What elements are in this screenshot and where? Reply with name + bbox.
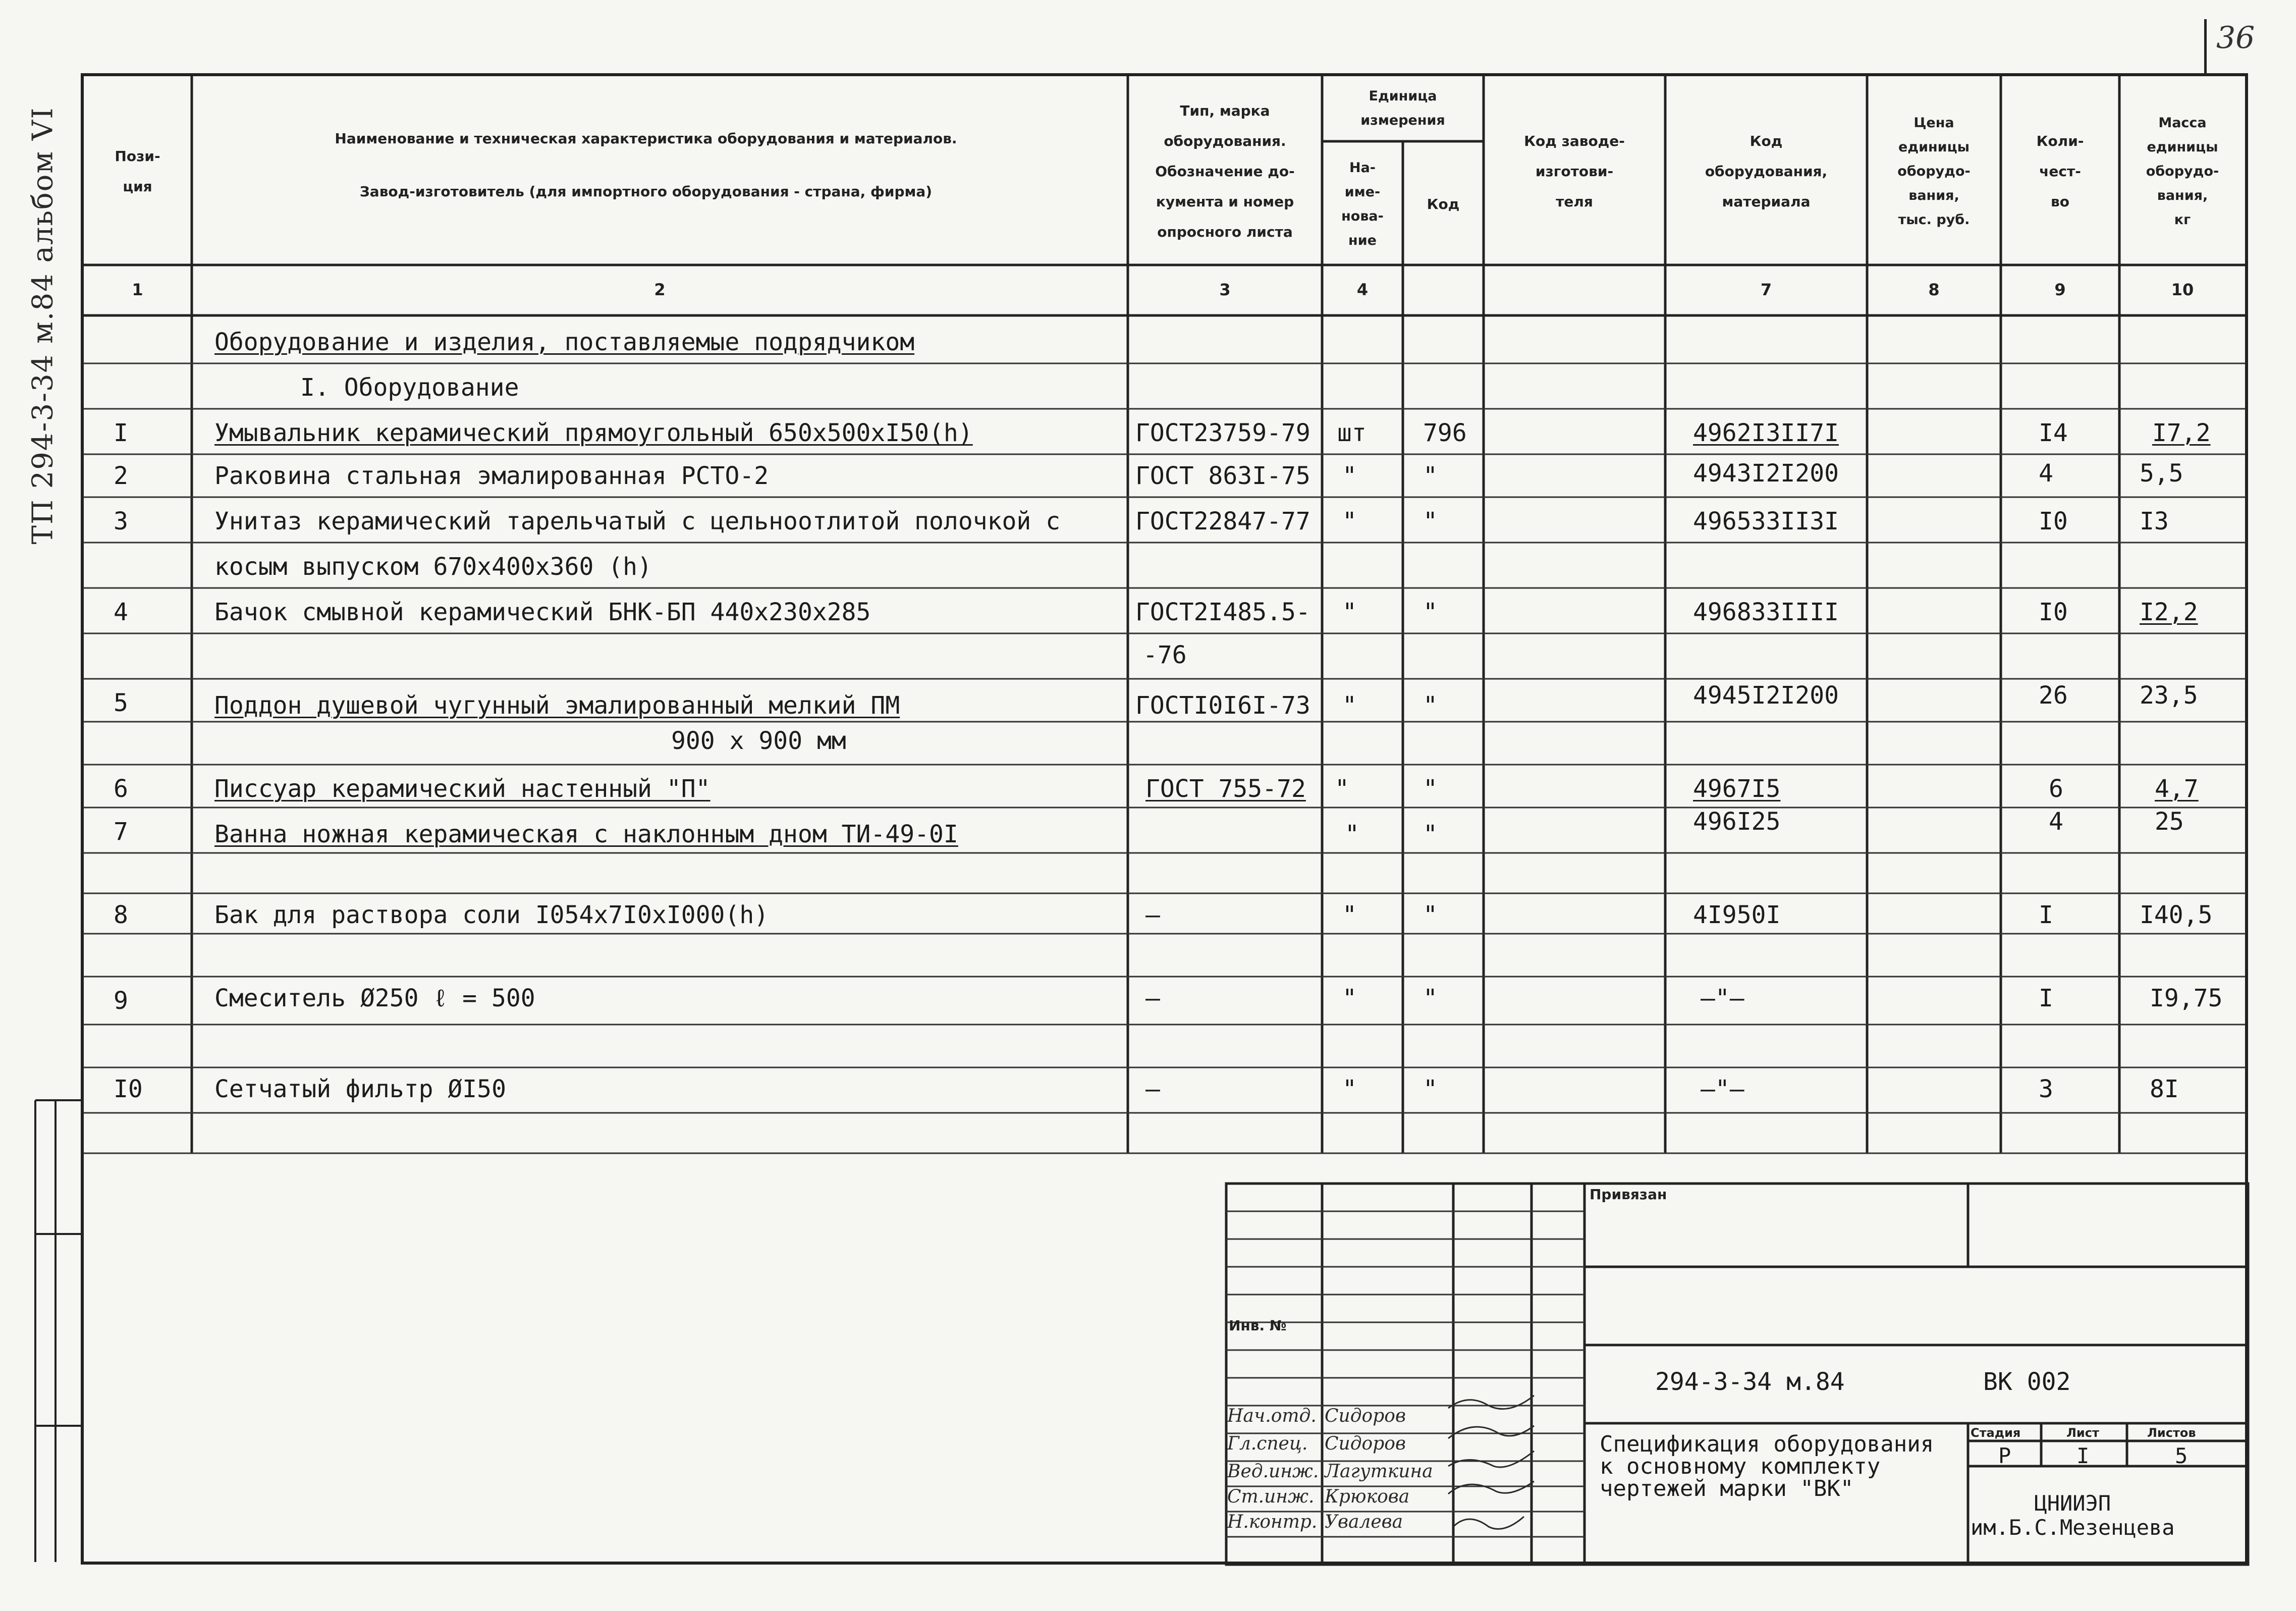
sheet-number: 36	[2216, 20, 2255, 56]
row-equipment-code: 4943I2I200	[1693, 459, 1839, 488]
row-type: ГОСТ2I485.5-	[1135, 598, 1310, 626]
row-name: Раковина стальная эмалированная РСТО-2	[214, 462, 769, 490]
column-number: 1	[132, 280, 143, 299]
row-type: ГОСТ23759-79	[1135, 419, 1310, 447]
row-unit-code: "	[1423, 462, 1438, 490]
header-equipment-code: Код оборудования, материала	[1705, 133, 1828, 210]
row-unit-code: "	[1423, 691, 1438, 720]
stamp-sheet-label: Лист	[2066, 1426, 2099, 1440]
stamp-sheets: 5	[2175, 1443, 2188, 1468]
row-equipment-code: 496833IIII	[1693, 598, 1839, 626]
row-type-continued: -76	[1143, 641, 1187, 669]
section-title: Оборудование и изделия, поставляемые подрядчиком	[214, 328, 915, 356]
row-name: Сетчатый фильтр ØI50	[214, 1075, 506, 1103]
row-quantity: 4	[2039, 459, 2053, 488]
stamp-document-code: 294-3-34 м.84	[1655, 1368, 1845, 1396]
signer-role: Гл.спец.	[1227, 1433, 1308, 1454]
row-name: Унитаз керамический тарельчатый с цельноотлитой полочкой с	[214, 507, 1061, 535]
side-album-label: ТП 294-3-34 м.84 альбом VI	[26, 106, 60, 545]
row-unit: "	[1342, 507, 1357, 535]
row-unit: "	[1342, 1075, 1357, 1103]
row-unit: "	[1335, 775, 1349, 803]
column-number: 8	[1928, 280, 1940, 299]
row-quantity: 26	[2039, 681, 2068, 710]
row-mass: 4,7	[2155, 775, 2199, 803]
row-position: 6	[114, 775, 128, 803]
signer-role: Вед.инж.	[1227, 1461, 1319, 1482]
row-unit: "	[1342, 691, 1357, 720]
row-position: 3	[114, 507, 128, 535]
row-name: Ванна ножная керамическая с наклонным дном ТИ-49-0I	[214, 820, 958, 848]
stamp-stage-label: Стадия	[1971, 1426, 2021, 1440]
stamp-title: Спецификация оборудования к основному комплекту чертежей марки "ВК"	[1600, 1431, 1934, 1501]
row-mass: 8I	[2150, 1075, 2179, 1103]
row-equipment-code: 4I950I	[1693, 901, 1781, 929]
signer-name: Сидоров	[1325, 1433, 1406, 1454]
row-mass: I3	[2140, 507, 2169, 535]
row-unit: "	[1342, 984, 1357, 1012]
row-type: ГОСТI0I6I-73	[1135, 691, 1310, 720]
row-unit: "	[1342, 462, 1357, 490]
row-type: ГОСТ 863I-75	[1135, 462, 1310, 490]
row-quantity: I	[2039, 984, 2053, 1012]
column-number: 10	[2171, 280, 2194, 299]
row-name-continued: косым выпуском 670х400х360 (h)	[214, 553, 652, 581]
row-unit-code: "	[1423, 775, 1438, 803]
row-position: 9	[114, 987, 128, 1015]
header-name-line2: Завод-изготовитель (для импортного оборудования - страна, фирма)	[359, 183, 933, 200]
column-number: 4	[1356, 280, 1369, 299]
row-mass: 25	[2155, 808, 2184, 836]
row-mass: 5,5	[2140, 459, 2183, 488]
signer-name: Сидоров	[1325, 1406, 1406, 1426]
row-unit-code: "	[1423, 820, 1438, 848]
row-position: 7	[114, 818, 128, 846]
signer-role: Нач.отд.	[1227, 1406, 1317, 1426]
stamp-stage: Р	[1998, 1443, 2011, 1468]
row-unit-code: "	[1423, 1075, 1438, 1103]
header-unit-price: Цена единицы оборудо- вания, тыс. руб.	[1897, 115, 1971, 228]
row-quantity: 6	[2049, 775, 2063, 803]
row-equipment-code: –"–	[1701, 1075, 1744, 1103]
header-maker-code: Код заводе- изготови- теля	[1524, 133, 1625, 210]
row-unit: "	[1345, 820, 1359, 848]
row-quantity: I0	[2039, 507, 2068, 535]
row-equipment-code: 496I25	[1693, 808, 1781, 836]
signer-role: Н.контр.	[1227, 1512, 1318, 1532]
signer-role: Ст.инж.	[1227, 1486, 1315, 1507]
row-unit: шт	[1337, 419, 1366, 447]
row-position: 5	[114, 689, 128, 717]
row-unit-code: "	[1423, 901, 1438, 929]
row-quantity: I0	[2039, 598, 2068, 626]
row-unit-code: "	[1423, 984, 1438, 1012]
stamp-organization: ЦНИИЭП им.Б.С.Мезенцева	[1971, 1491, 2175, 1540]
row-mass: I9,75	[2150, 984, 2223, 1012]
row-unit: "	[1342, 901, 1357, 929]
row-name: Бачок смывной керамический БНК-БП 440х230х285	[214, 598, 871, 626]
header-unit-mass: Масса единицы оборудо- вания, кг	[2146, 115, 2219, 228]
row-mass: I40,5	[2140, 901, 2213, 929]
header-type: Тип, марка оборудования. Обозначение до- кумента и номер опросного листа	[1155, 102, 1295, 240]
row-unit-code: 796	[1423, 419, 1467, 447]
stamp-sheets-label: Листов	[2147, 1426, 2196, 1440]
signer-name: Крюкова	[1325, 1486, 1410, 1507]
header-unit-group: Единица измерения	[1360, 88, 1445, 128]
subsection-title: I. Оборудование	[300, 373, 519, 402]
row-name: Умывальник керамический прямоугольный 650х500хI50(h)	[214, 419, 973, 447]
row-mass: I2,2	[2140, 598, 2198, 626]
header-name-line1: Наименование и техническая характеристика оборудования и материалов.	[335, 130, 957, 147]
row-name: Бак для раствора соли I054х7I0хI000(h)	[214, 901, 769, 929]
column-number: 2	[654, 280, 666, 299]
row-position: 2	[114, 462, 128, 490]
row-unit-code: "	[1423, 598, 1438, 626]
header-position: Пози- ция	[115, 148, 160, 195]
row-quantity: 4	[2049, 808, 2063, 836]
row-unit: "	[1342, 598, 1357, 626]
row-equipment-code: –"–	[1701, 984, 1744, 1012]
row-name-continued: 900 х 900 мм	[671, 727, 846, 755]
signer-name: Увалева	[1325, 1512, 1403, 1532]
row-type: –	[1145, 1075, 1160, 1103]
row-type: ГОСТ 755-72	[1145, 775, 1306, 803]
row-equipment-code: 4945I2I200	[1693, 681, 1839, 710]
row-position: 4	[114, 598, 128, 626]
row-mass: I7,2	[2152, 419, 2211, 447]
row-unit-code: "	[1423, 507, 1438, 535]
stamp-sheet-code: ВК 002	[1983, 1368, 2071, 1396]
row-name: Писсуар керамический настенный "П"	[214, 775, 710, 803]
row-type: –	[1145, 984, 1160, 1012]
row-position: 8	[114, 901, 128, 929]
row-quantity: I	[2039, 901, 2053, 929]
header-unit-name: На- име- нова- ние	[1341, 160, 1384, 248]
row-equipment-code: 4967I5	[1693, 775, 1781, 803]
row-name: Поддон душевой чугунный эмалированный мелкий ПМ	[214, 691, 900, 720]
row-position: I	[114, 419, 128, 447]
row-position: I0	[114, 1075, 143, 1103]
row-type: –	[1145, 901, 1160, 929]
signer-name: Лагуткина	[1325, 1461, 1433, 1482]
row-name: Смеситель Ø250 ℓ = 500	[214, 984, 535, 1012]
row-equipment-code: 4962I3II7I	[1693, 419, 1839, 447]
column-number: 7	[1760, 280, 1772, 299]
header-unit-code: Код	[1427, 196, 1460, 212]
column-number: 3	[1219, 280, 1231, 299]
stamp-linked-label: Привязан	[1590, 1186, 1667, 1203]
row-type: ГОСТ22847-77	[1135, 507, 1310, 535]
stamp-sheet: I	[2076, 1443, 2090, 1468]
row-quantity: I4	[2039, 419, 2068, 447]
column-number: 9	[2054, 280, 2066, 299]
row-mass: 23,5	[2140, 681, 2198, 710]
row-equipment-code: 496533II3I	[1693, 507, 1839, 535]
stamp-inventory-label: Инв. №	[1229, 1317, 1287, 1334]
header-quantity: Коли- чест- во	[2036, 133, 2084, 210]
row-quantity: 3	[2039, 1075, 2053, 1103]
